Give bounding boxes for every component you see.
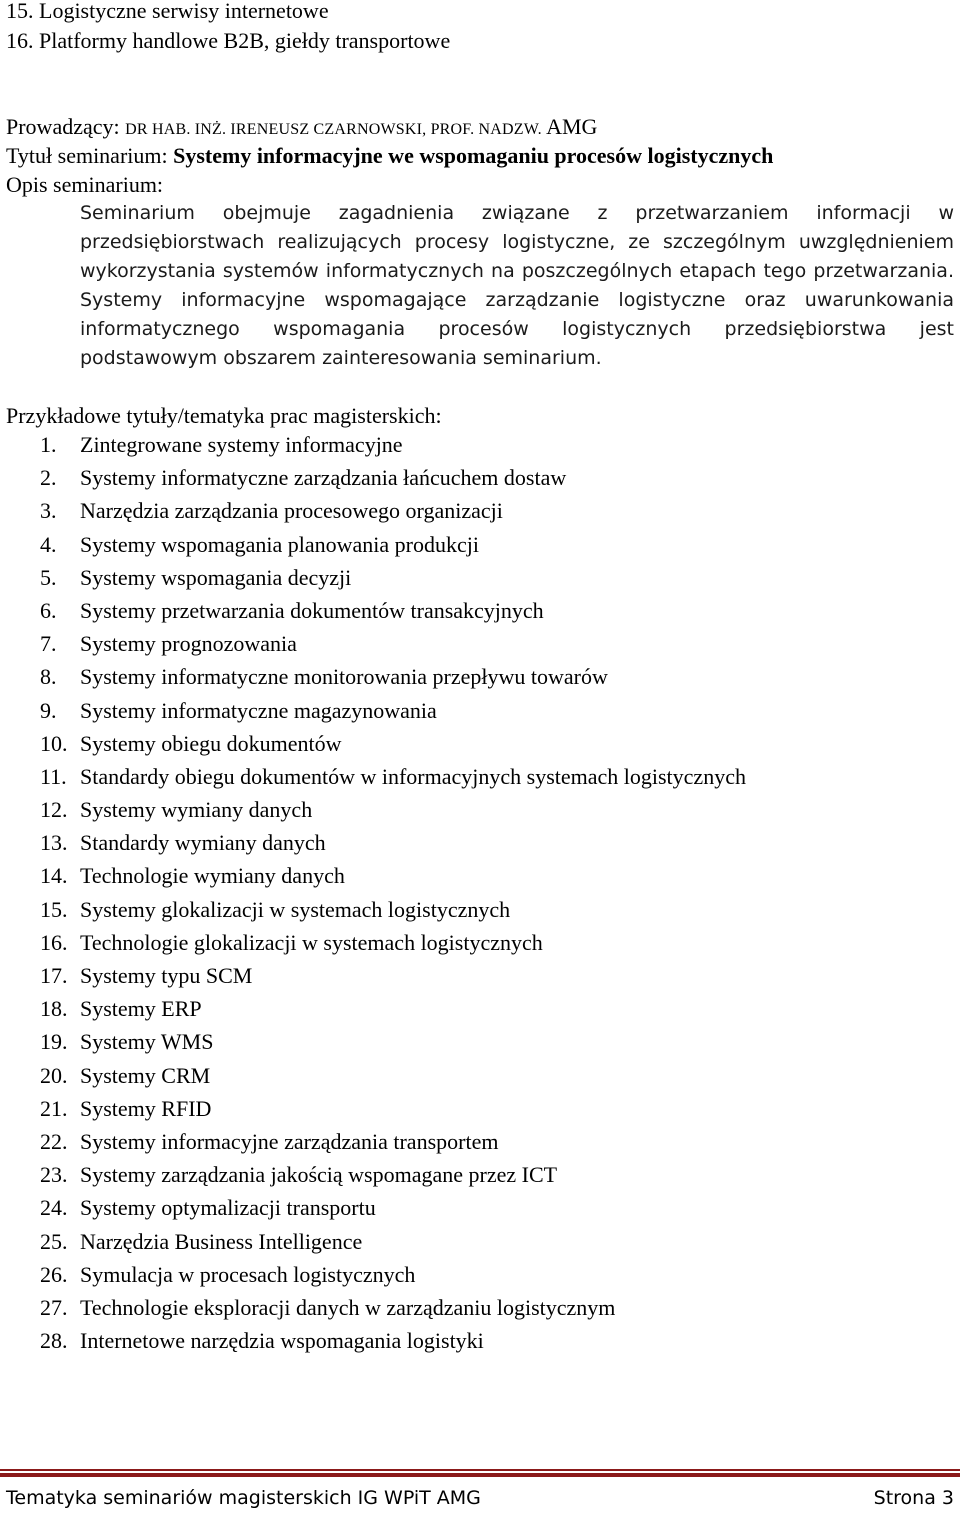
footer-title: Tematyka seminariów magisterskich IG WPiT AMG — [6, 1487, 481, 1509]
topic-list-item — [40, 1092, 746, 1125]
lecturer-line — [6, 112, 597, 144]
topic-list-item — [40, 1191, 746, 1224]
topic-number: 24. — [40, 1195, 68, 1221]
previous-list-item — [6, 26, 450, 55]
topic-number: 17. — [40, 963, 68, 988]
topic-text: Systemy informacyjne zarządzania transportem — [80, 1128, 499, 1154]
lecturer-suffix: AMG — [541, 114, 598, 139]
description-text: Seminarium obejmuje zagadnienia związane z przetwarzaniem informacji w przedsiębiorstwach realizujących procesy logistyczne, ze szczególnym uwzględnieniem wykorzystania systemów informatycznych na poszczególnych etapach tego przetwarzania. Systemy informacyjne wspomagające zarządzanie logistyczne oraz uwarunkowania informatycznego wspomagania procesów logistycznych przedsiębiorstwa jest podstawowym obszarem zainteresowania seminarium. — [80, 202, 954, 369]
topic-text: Systemy informatyczne magazynowania — [80, 697, 437, 723]
topic-text: Systemy WMS — [80, 1029, 214, 1055]
topic-text: Systemy glokalizacji w systemach logistycznych — [80, 896, 511, 922]
topic-text: Systemy prognozowania — [80, 631, 297, 657]
topic-text: Systemy wymiany danych — [80, 797, 313, 823]
topic-text: Systemy zarządzania jakością wspomagane przez ICT — [80, 1162, 558, 1188]
topic-list-item — [40, 1258, 746, 1291]
topic-number: 5. — [40, 564, 57, 590]
topic-list-item — [40, 727, 746, 760]
topic-text: Zintegrowane systemy informacyjne — [80, 432, 403, 457]
topic-text: Narzędzia Business Intelligence — [80, 1228, 363, 1254]
topic-list-item — [40, 893, 746, 926]
topic-list-item — [40, 1059, 746, 1092]
topic-number: 14. — [40, 863, 68, 889]
list-text: Platformy handlowe B2B, giełdy transportowe — [39, 28, 451, 53]
page-footer — [6, 1485, 954, 1511]
topic-text: Systemy optymalizacji transportu — [80, 1195, 376, 1221]
previous-list-item — [6, 0, 329, 25]
topic-list-item — [40, 793, 746, 826]
topic-list-item — [40, 428, 746, 461]
topic-text: Technologie eksploracji danych w zarządzaniu logistycznym — [80, 1294, 616, 1320]
topic-number: 21. — [40, 1095, 68, 1121]
topic-text: Systemy CRM — [80, 1062, 211, 1088]
topic-text: Systemy RFID — [80, 1095, 212, 1121]
topic-number: 12. — [40, 797, 68, 823]
topic-number: 28. — [40, 1328, 68, 1354]
topic-list-item — [40, 528, 746, 561]
topic-list-item — [40, 660, 746, 693]
topic-text: Symulacja w procesach logistycznych — [80, 1261, 416, 1287]
footer-rule-thin — [0, 1469, 960, 1471]
topic-text: Systemy obiegu dokumentów — [80, 730, 342, 756]
topic-number: 4. — [40, 531, 57, 557]
topic-text: Standardy obiegu dokumentów w informacyjnych systemach logistycznych — [80, 763, 746, 789]
list-number: 15. — [6, 0, 34, 23]
topic-list-item — [40, 1291, 746, 1324]
topic-text: Technologie glokalizacji w systemach logistycznych — [80, 929, 543, 955]
topic-list-item — [40, 1225, 746, 1258]
topic-text: Systemy wspomagania decyzji — [80, 564, 352, 590]
topic-text: Standardy wymiany danych — [80, 830, 326, 856]
topic-list-item — [40, 494, 746, 527]
topic-number: 19. — [40, 1029, 68, 1055]
topic-number: 13. — [40, 830, 68, 856]
topic-number: 15. — [40, 896, 68, 922]
page-number: Strona 3 — [873, 1487, 954, 1509]
topics-heading: Przykładowe tytuły/tematyka prac magisterskich: — [6, 403, 442, 428]
description-text-block — [80, 199, 954, 373]
topic-list-item — [40, 594, 746, 627]
topic-text: Internetowe narzędzia wspomagania logistyki — [80, 1328, 484, 1354]
topic-text: Systemy przetwarzania dokumentów transakcyjnych — [80, 597, 544, 623]
lecturer-label: Prowadzący: — [6, 114, 126, 139]
topic-list-item — [40, 1158, 746, 1191]
topic-text: Systemy informatyczne zarządzania łańcuchem dostaw — [80, 465, 567, 491]
topic-number: 16. — [40, 929, 68, 955]
topic-number: 27. — [40, 1294, 68, 1320]
topic-text: Systemy informatyczne monitorowania przepływu towarów — [80, 664, 608, 690]
topic-text: Technologie wymiany danych — [80, 863, 345, 889]
topic-list-item — [40, 627, 746, 660]
list-number: 16. — [6, 28, 34, 53]
topic-number: 1. — [40, 432, 57, 457]
topics-list — [40, 428, 746, 1357]
topic-number: 11. — [40, 763, 67, 789]
topic-list-item — [40, 1025, 746, 1058]
topic-list-item — [40, 926, 746, 959]
topic-text: Systemy typu SCM — [80, 963, 253, 988]
topic-number: 7. — [40, 631, 57, 657]
topic-number: 10. — [40, 730, 68, 756]
topic-number: 26. — [40, 1261, 68, 1287]
topic-list-item — [40, 1324, 746, 1357]
topic-list-item — [40, 561, 746, 594]
topic-number: 9. — [40, 697, 57, 723]
topic-number: 22. — [40, 1128, 68, 1154]
topic-number: 2. — [40, 465, 57, 491]
topic-number: 8. — [40, 664, 57, 690]
topic-text: Systemy wspomagania planowania produkcji — [80, 531, 479, 557]
topic-list-item — [40, 992, 746, 1025]
topic-number: 25. — [40, 1228, 68, 1254]
topic-list-item — [40, 694, 746, 727]
topic-number: 20. — [40, 1062, 68, 1088]
topic-number: 3. — [40, 498, 57, 524]
topic-list-item — [40, 760, 746, 793]
topic-list-item — [40, 959, 746, 992]
lecturer-name: DR HAB. INŻ. IRENEUSZ CZARNOWSKI, PROF. NADZW. — [125, 121, 542, 138]
topic-list-item — [40, 826, 746, 859]
topic-text: Narzędzia zarządzania procesowego organizacji — [80, 498, 503, 524]
seminar-title-line — [6, 141, 773, 170]
topic-list-item — [40, 461, 746, 494]
topic-text: Systemy ERP — [80, 996, 202, 1022]
topic-number: 23. — [40, 1162, 68, 1188]
topic-number: 6. — [40, 597, 57, 623]
description-label: Opis seminarium: — [6, 172, 164, 197]
footer-rule-thick — [0, 1473, 960, 1477]
topic-list-item — [40, 859, 746, 892]
topic-number: 18. — [40, 996, 68, 1022]
topic-list-item — [40, 1125, 746, 1158]
seminar-title-label: Tytuł seminarium: — [6, 143, 174, 168]
seminar-title-value: Systemy informacyjne we wspomaganiu procesów logistycznych — [173, 143, 774, 168]
list-text: Logistyczne serwisy internetowe — [39, 0, 329, 23]
